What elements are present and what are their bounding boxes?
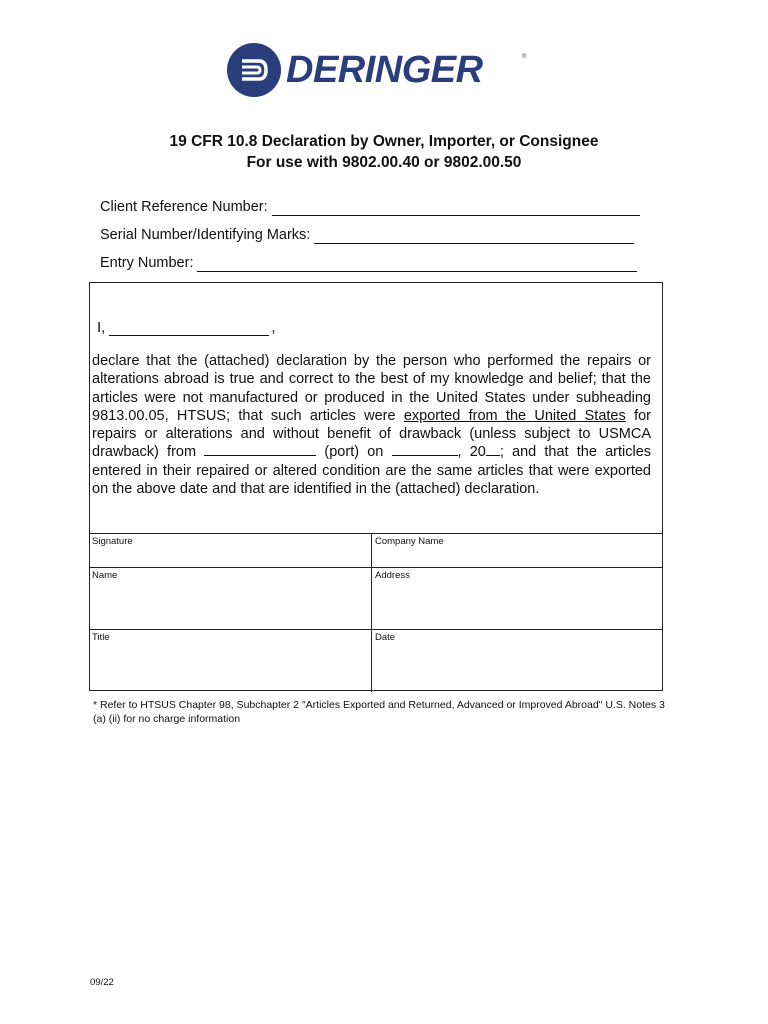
name-label: Name <box>92 570 118 581</box>
document-title: 19 CFR 10.8 Declaration by Owner, Importer, or Consignee <box>169 133 599 150</box>
date-label: Date <box>375 632 396 643</box>
registered-mark: ® <box>522 54 527 60</box>
declarant-name-input[interactable] <box>109 321 269 336</box>
export-date-input[interactable] <box>392 443 458 456</box>
declarant-line <box>97 319 276 336</box>
entry-number-input[interactable] <box>197 257 637 272</box>
form-revision-date: 09/22 <box>90 977 114 988</box>
port-input[interactable] <box>204 443 316 456</box>
serial-number-input[interactable] <box>314 229 634 244</box>
entry-number-field <box>100 254 637 272</box>
declaration-part-1: declare that the (attached) declaration by the person who performed the repairs or alterations abroad is true and correct to the best of my knowledge and belief; that the articles were not manufactured or produced in the United States under subheading 9813.00.05, HTSUS; that such articles were <box>92 353 651 424</box>
address-label: Address <box>375 570 410 581</box>
serial-number-label: Serial Number/Identifying Marks: <box>100 227 311 243</box>
client-reference-field <box>100 198 640 216</box>
deringer-emblem-icon <box>226 42 282 98</box>
date-cell[interactable] <box>372 630 663 692</box>
signature-cell[interactable] <box>89 534 371 567</box>
client-reference-label: Client Reference Number: <box>100 199 268 215</box>
deringer-logo <box>226 42 532 100</box>
logo-wordmark: DERINGER <box>286 49 483 91</box>
company-name-cell[interactable] <box>372 534 663 567</box>
serial-number-field <box>100 226 634 244</box>
declaration-part-5: ; and that the articles entered in their repaired or altered condition are the same articles that were exported on the above date and that are identified in the (attached) declaration. <box>92 444 652 498</box>
declaration-underlined: exported from the United States <box>403 407 626 424</box>
address-cell[interactable] <box>372 568 663 629</box>
declaration-part-4: , 20 <box>457 444 486 461</box>
document-subtitle: For use with 9802.00.40 or 9802.00.50 <box>246 154 522 171</box>
company-name-label: Company Name <box>375 536 444 547</box>
declarant-suffix: , <box>271 319 276 336</box>
signature-label: Signature <box>92 536 133 547</box>
footnote: * Refer to HTSUS Chapter 98, Subchapter 2 "Articles Exported and Returned, Advanced or Improved Abroad" U.S. Notes 3 (a) (ii) for no charge information <box>93 699 665 725</box>
signature-table <box>89 533 663 692</box>
title-cell[interactable] <box>89 630 371 692</box>
entry-number-label: Entry Number: <box>100 255 194 271</box>
declaration-text <box>92 352 651 498</box>
declaration-part-3: (port) on <box>316 444 392 461</box>
year-input[interactable] <box>486 443 500 456</box>
declaration-part-2: for repairs or alterations and without benefit of drawback (unless subject to USMCA drawback) from <box>92 407 651 461</box>
client-reference-input[interactable] <box>272 201 640 216</box>
title-label: Title <box>92 632 110 643</box>
declarant-prefix: I, <box>97 319 106 336</box>
name-cell[interactable] <box>89 568 371 629</box>
